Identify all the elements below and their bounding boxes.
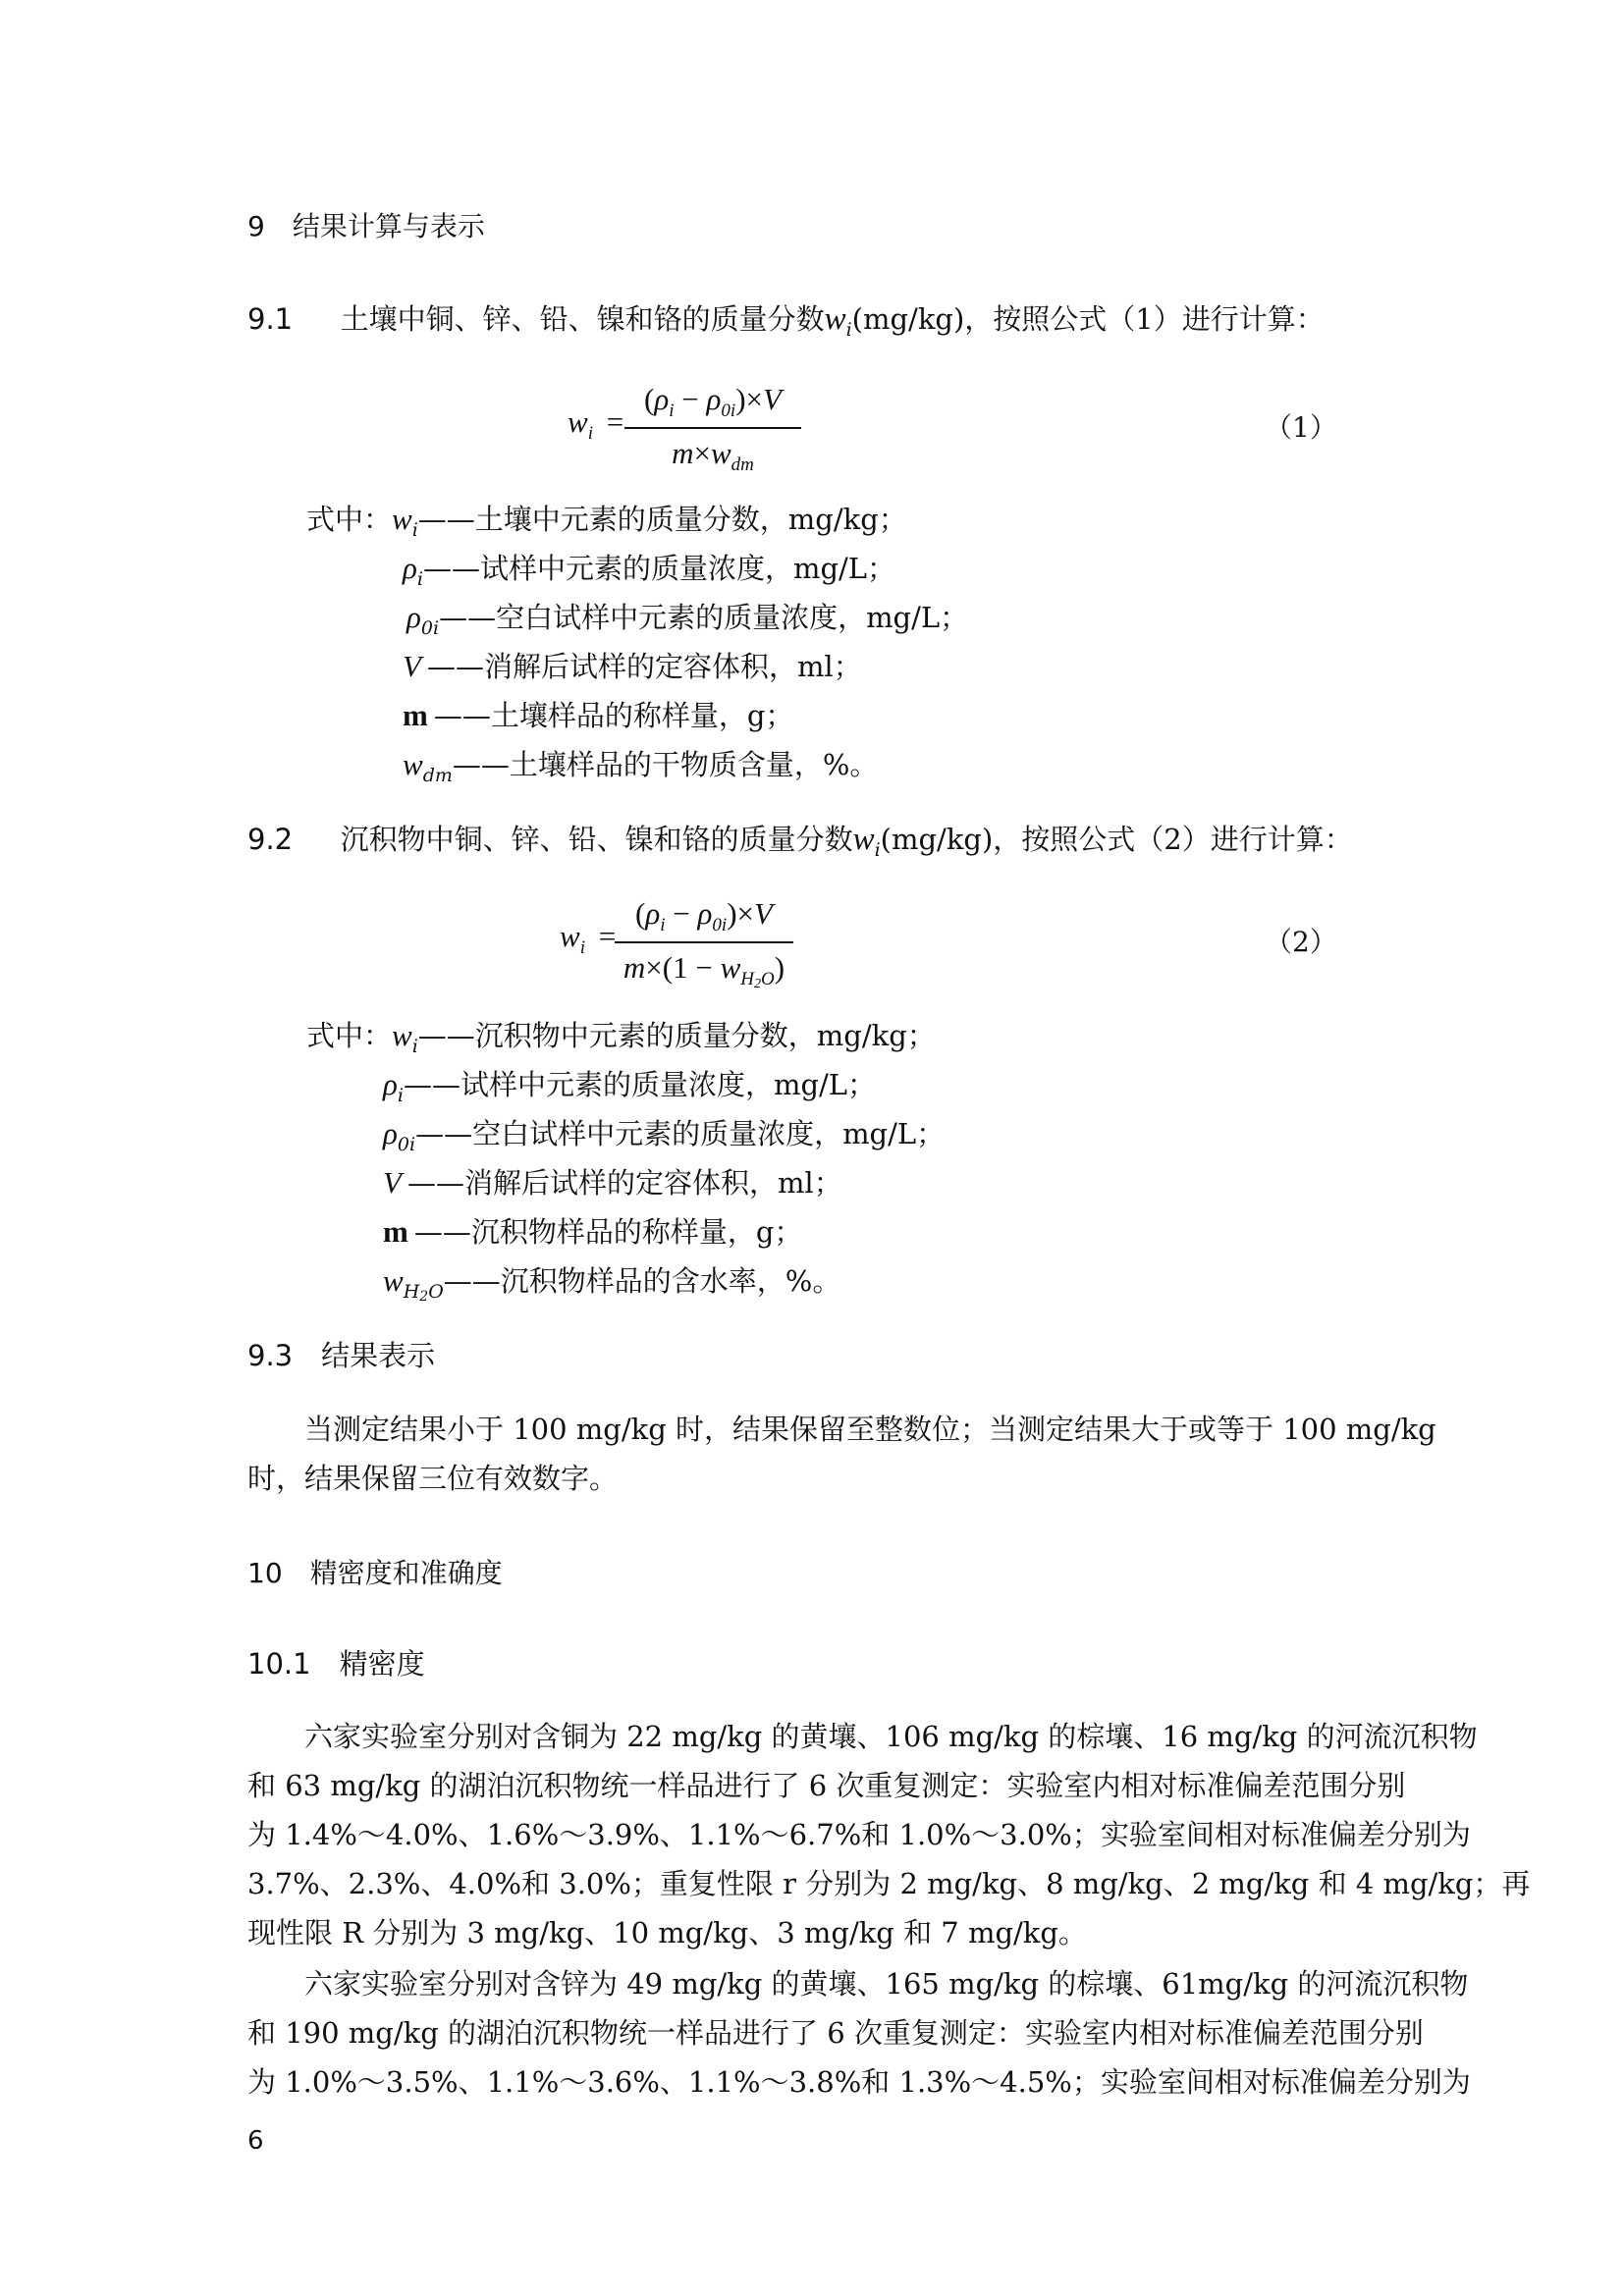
- paragraph-line: 为 1.4%～4.0%、1.6%～3.9%、1.1%～6.7%和 1.0%～3.0%；实验室间相对标准偏差分别为: [247, 1818, 1471, 1851]
- defs2-sym: ρ: [383, 1067, 398, 1101]
- eq1-fraction-bar: [624, 427, 801, 429]
- defs1-desc: ——试样中元素的质量浓度，mg/L；: [422, 552, 896, 585]
- defs1-row-4: [403, 648, 862, 684]
- defs1-sym: m: [403, 698, 428, 732]
- clause-9-3-heading: 9.3 结果表示: [247, 1339, 436, 1372]
- eq2-lhs-var: w: [560, 919, 580, 953]
- eq2-number: （2）: [1265, 926, 1337, 958]
- defs2-row-1: [306, 1017, 936, 1058]
- defs2-sub: i: [411, 1036, 418, 1057]
- paragraph-line: 现性限 R 分别为 3 mg/kg、10 mg/kg、3 mg/kg 和 7 mg/kg。: [247, 1916, 1087, 1949]
- defs1-row-2: [403, 550, 895, 591]
- clause-9-1-text-before: 土壤中铜、锌、铅、镍和铬的质量分数: [340, 302, 825, 336]
- defs2-row-4: [383, 1164, 842, 1201]
- eq1-lhs-sub: i: [587, 423, 593, 444]
- clause-9-1-text-after: (mg/kg)，按照公式（1）进行计算：: [851, 302, 1325, 336]
- eq1-numerator: $(\rho_i - \rho_{0i})\times V$: [644, 382, 782, 421]
- defs1-desc: ——空白试样中元素的质量浓度，mg/L；: [439, 601, 969, 634]
- clause-9-2-number: 9.2: [247, 823, 294, 856]
- defs2-desc: ——沉积物样品的含水率，%。: [443, 1264, 841, 1298]
- defs1-row-3: [406, 599, 968, 640]
- paragraph-line: 当测定结果小于 100 mg/kg 时，结果保留至整数位；当测定结果大于或等于 100 mg/kg: [304, 1413, 1436, 1446]
- defs1-sym: V: [403, 649, 421, 683]
- eq2-equals: =: [598, 919, 617, 953]
- defs2-desc: ——沉积物中元素的质量分数，mg/kg；: [417, 1019, 936, 1052]
- defs1-row-6: [403, 746, 878, 787]
- defs1-sym: w: [403, 747, 423, 781]
- defs1-sub: i: [411, 519, 418, 541]
- eq2-lhs: [560, 919, 616, 959]
- defs1-desc: ——土壤样品的干物质含量，%。: [452, 748, 879, 781]
- defs2-sub: H2O: [403, 1281, 444, 1305]
- defs2-sym: m: [383, 1214, 408, 1249]
- defs2-sym: w: [392, 1018, 412, 1052]
- clause-9-2-text-before: 沉积物中铜、锌、铅、镍和铬的质量分数: [340, 823, 853, 856]
- clause-9-1: [247, 300, 1325, 342]
- eq2-fraction-bar: [615, 941, 793, 943]
- paragraph-line: 为 1.0%～3.5%、1.1%～3.6%、1.1%～3.8%和 1.3%～4.5%；实验室间相对标准偏差分别为: [247, 2065, 1471, 2099]
- defs2-desc: ——试样中元素的质量浓度，mg/L；: [403, 1068, 877, 1101]
- eq2-fraction: [615, 895, 793, 992]
- clause-9-2-text-after: (mg/kg)，按照公式（2）进行计算：: [880, 823, 1353, 856]
- clause-9-2-var: w: [852, 822, 875, 857]
- paragraph-line: 和 190 mg/kg 的湖泊沉积物统一样品进行了 6 次重复测定：实验室内相对标准偏差范围分别: [247, 2016, 1424, 2050]
- paragraph-line: 六家实验室分别对含铜为 22 mg/kg 的黄壤、106 mg/kg 的棕壤、16 mg/kg 的河流沉积物: [304, 1720, 1478, 1753]
- eq1-equals: =: [606, 404, 624, 439]
- clause-10-1-paragraph-1: [247, 1712, 1531, 1957]
- defs2-lead: 式中：: [306, 1019, 393, 1052]
- eq2-lhs-sub: i: [579, 937, 585, 958]
- clause-9-2-var-sub: i: [874, 839, 881, 861]
- eq1-lhs: [568, 404, 623, 445]
- defs1-row-5: [403, 697, 793, 733]
- defs2-desc: ——消解后试样的定容体积，ml；: [406, 1166, 842, 1200]
- defs2-sym: V: [383, 1165, 402, 1200]
- eq1-fraction: [624, 381, 801, 477]
- clause-9-2: [247, 821, 1353, 862]
- eq1-lhs-var: w: [568, 404, 588, 439]
- defs2-sub: 0i: [397, 1134, 416, 1155]
- defs1-desc: ——消解后试样的定容体积，ml；: [426, 650, 862, 683]
- defs2-sub: i: [397, 1085, 404, 1106]
- section-10-heading: 10 精密度和准确度: [247, 1557, 503, 1589]
- defs1-desc: ——土壤中元素的质量分数，mg/kg；: [417, 503, 907, 536]
- defs2-sym: ρ: [383, 1116, 398, 1150]
- defs2-row-5: [383, 1213, 802, 1250]
- defs2-desc: ——空白试样中元素的质量浓度，mg/L；: [415, 1117, 946, 1150]
- defs1-sub: dm: [422, 765, 453, 786]
- clause-10-1-paragraph-2: [247, 1959, 1471, 2107]
- paragraph-line: 时，结果保留三位有效数字。: [247, 1462, 619, 1495]
- defs1-desc: ——土壤样品的称样量，g；: [433, 699, 794, 732]
- defs2-row-3: [383, 1115, 945, 1156]
- defs1-sym: w: [392, 502, 412, 536]
- defs2-sym: w: [383, 1263, 404, 1298]
- clause-10-1-heading: 10.1 精密度: [247, 1647, 425, 1681]
- paragraph-line: 和 63 mg/kg 的湖泊沉积物统一样品进行了 6 次重复测定：实验室内相对标准偏差范围分别: [247, 1769, 1406, 1802]
- defs2-row-2: [383, 1066, 876, 1107]
- page-number: 6: [247, 2126, 264, 2156]
- defs2-desc: ——沉积物样品的称样量，g；: [413, 1215, 803, 1249]
- eq2-numerator: $(\rho_i - \rho_{0i})\times V$: [635, 896, 773, 935]
- clause-9-1-var-sub: i: [845, 319, 852, 341]
- defs1-sym: ρ: [403, 551, 417, 585]
- defs1-sub: i: [416, 568, 423, 590]
- eq1-denominator: $m\times w_{dm}$: [672, 435, 754, 475]
- defs1-lead: 式中：: [306, 503, 393, 536]
- paragraph-line: 3.7%、2.3%、4.0%和 3.0%；重复性限 r 分别为 2 mg/kg、8 mg/kg、2 mg/kg 和 4 mg/kg；再: [247, 1867, 1531, 1900]
- defs1-sym: ρ: [406, 600, 421, 634]
- clause-9-1-number: 9.1: [247, 302, 294, 336]
- section-9-heading: 9 结果计算与表示: [247, 210, 485, 242]
- clause-9-3-paragraph: [247, 1405, 1436, 1503]
- eq1-number: （1）: [1265, 411, 1337, 444]
- defs2-row-6: [383, 1262, 840, 1306]
- paragraph-line: 六家实验室分别对含锌为 49 mg/kg 的黄壤、165 mg/kg 的棕壤、61mg/kg 的河流沉积物: [304, 1967, 1469, 2001]
- defs1-sub: 0i: [420, 617, 440, 639]
- eq2-denominator: $m\times(1 - w_{H2O})$: [623, 949, 785, 991]
- defs1-row-1: [306, 501, 907, 542]
- clause-9-1-var: w: [824, 301, 846, 337]
